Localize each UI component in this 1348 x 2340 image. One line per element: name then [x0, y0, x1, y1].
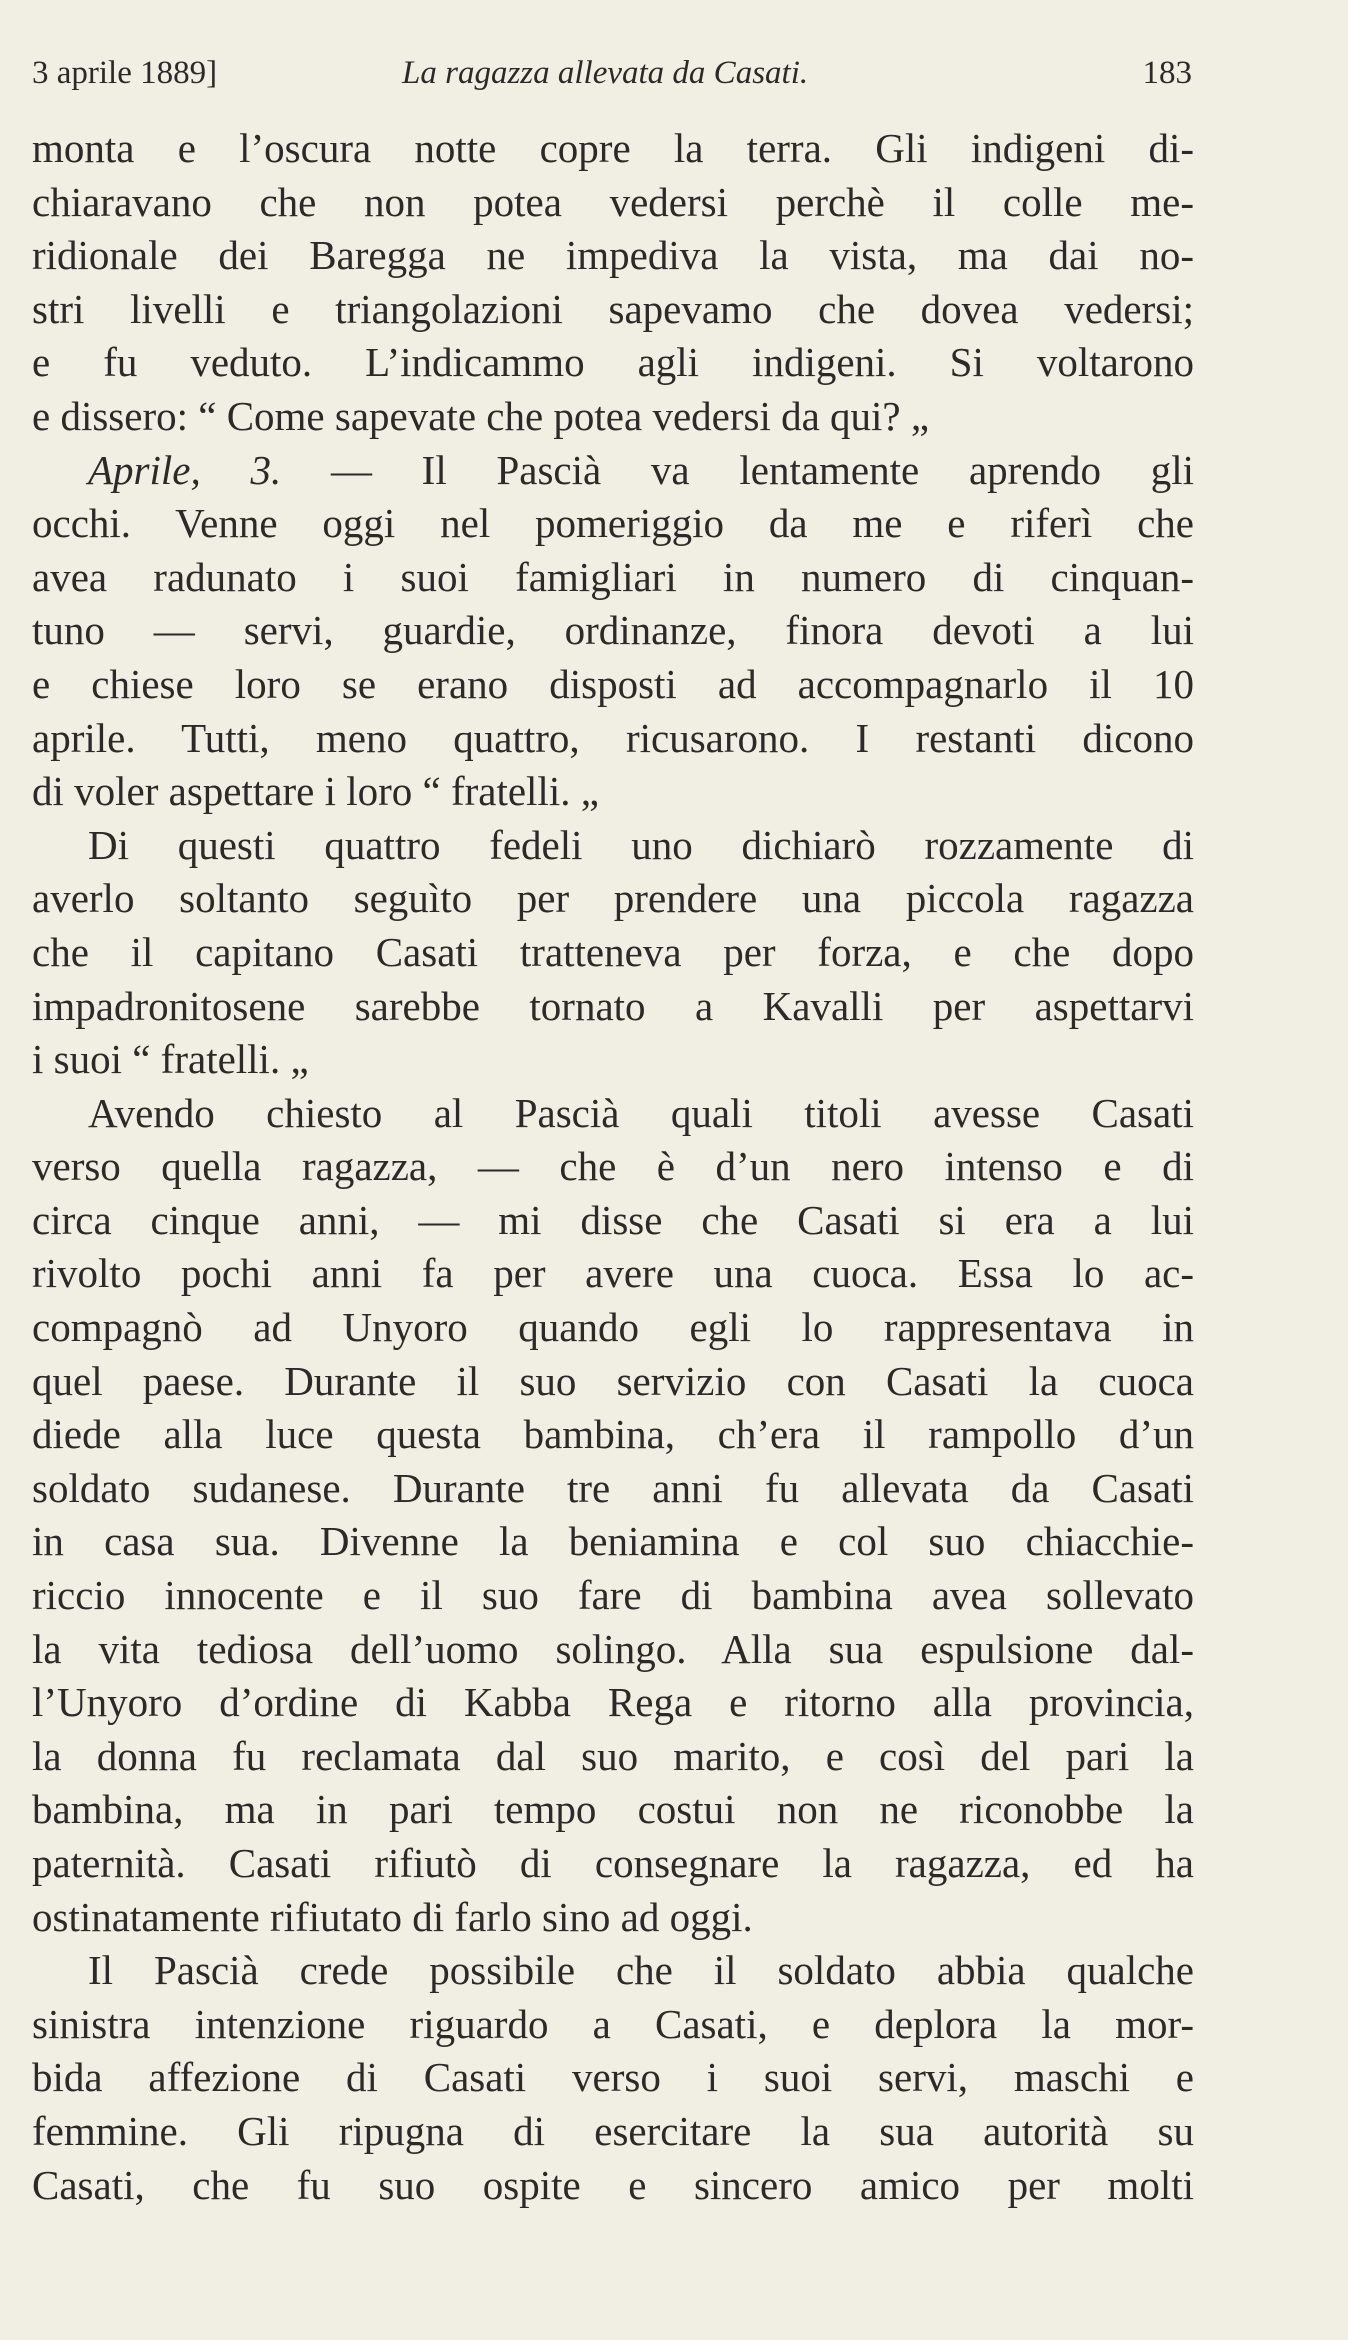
text-line: diede alla luce questa bambina, ch’era il rampollo d’un: [32, 1411, 1194, 1458]
text-line: Avendo chiesto al Pascià quali titoli avesse Casati: [88, 1089, 1194, 1136]
text-line: che il capitano Casati tratteneva per forza, e che dopo: [32, 928, 1194, 975]
header-date: 3 aprile 1889]: [32, 55, 218, 91]
text-line: e fu veduto. L’indicammo agli indigeni. Si voltarono: [32, 339, 1194, 386]
text-line: ridionale dei Baregga ne impediva la vista, ma dai no-: [32, 232, 1194, 279]
entry-date: Aprile, 3.: [88, 446, 282, 493]
text-line: avea radunato i suoi famigliari in numero di cinquan-: [32, 553, 1194, 600]
text-line: di voler aspettare i loro “ fratelli. „: [32, 768, 599, 815]
text-line: riccio innocente e il suo fare di bambina avea sollevato: [32, 1572, 1194, 1619]
text-line: circa cinque anni, — mi disse che Casati si era a lui: [32, 1196, 1194, 1243]
text-line: paternità. Casati rifiutò di consegnare la ragazza, ed ha: [32, 1840, 1194, 1886]
text-line: aprile. Tutti, meno quattro, ricusarono. I restanti dicono: [32, 714, 1194, 761]
text-line: la donna fu reclamata dal suo marito, e così del pari la: [32, 1732, 1194, 1779]
header-title: La ragazza allevata da Casati.: [402, 55, 809, 91]
text-line: rivolto pochi anni fa per avere una cuoca. Essa lo ac-: [32, 1250, 1194, 1297]
body-text: [32, 122, 1194, 2212]
text-line: chiaravano che non potea vedersi perchè il colle me-: [32, 178, 1194, 225]
text-line: impadronitosene sarebbe tornato a Kavalli per aspettarvi: [32, 982, 1194, 1029]
text-line: stri livelli e triangolazioni sapevamo che dovea vedersi;: [32, 285, 1194, 332]
text-line: bambina, ma in pari tempo costui non ne riconobbe la: [32, 1786, 1194, 1833]
text-line: e chiese loro se erano disposti ad accompagnarlo il 10: [32, 660, 1194, 707]
text-line: compagnò ad Unyoro quando egli lo rappresentava in: [32, 1304, 1194, 1351]
page-number: 183: [1142, 55, 1192, 91]
text-line: la vita tediosa dell’uomo solingo. Alla sua espulsione dal-: [32, 1625, 1194, 1672]
text-line: l’Unyoro d’ordine di Kabba Rega e ritorno alla provincia,: [32, 1679, 1194, 1726]
text-line: quel paese. Durante il suo servizio con Casati la cuoca: [32, 1357, 1194, 1404]
running-header: [32, 48, 1192, 98]
dateline-entry: [32, 444, 1194, 498]
entry-text: — Il Pascià va lentamente aprendo gli: [281, 446, 1195, 493]
text-line: tuno — servi, guardie, ordinanze, finora devoti a lui: [32, 607, 1194, 654]
text-line: in casa sua. Divenne la beniamina e col suo chiacchie-: [32, 1518, 1194, 1565]
text-line: monta e l’oscura notte copre la terra. Gli indigeni di-: [32, 125, 1194, 171]
text-line: ostinatamente rifiutato di farlo sino ad oggi.: [32, 1893, 753, 1940]
text-line: sinistra intenzione riguardo a Casati, e deplora la mor-: [32, 2000, 1194, 2047]
text-line: Casati, che fu suo ospite e sincero amico per molti: [32, 2161, 1194, 2208]
text-line: occhi. Venne oggi nel pomeriggio da me e riferì che: [32, 500, 1194, 547]
text-line: Il Pascià crede possibile che il soldato abbia qualche: [88, 1947, 1194, 1994]
text-line: bida affezione di Casati verso i suoi servi, maschi e: [32, 2054, 1194, 2101]
text-line: femmine. Gli ripugna di esercitare la sua autorità su: [32, 2107, 1194, 2154]
text-line: e dissero: “ Come sapevate che potea vedersi da qui? „: [32, 392, 930, 439]
text-line: soldato sudanese. Durante tre anni fu allevata da Casati: [32, 1464, 1194, 1511]
text-line: i suoi “ fratelli. „: [32, 1036, 309, 1083]
text-line: Di questi quattro fedeli uno dichiarò rozzamente di: [88, 821, 1194, 868]
text-line: verso quella ragazza, — che è d’un nero intenso e di: [32, 1143, 1194, 1190]
text-line: averlo soltanto seguìto per prendere una piccola ragazza: [32, 875, 1194, 922]
